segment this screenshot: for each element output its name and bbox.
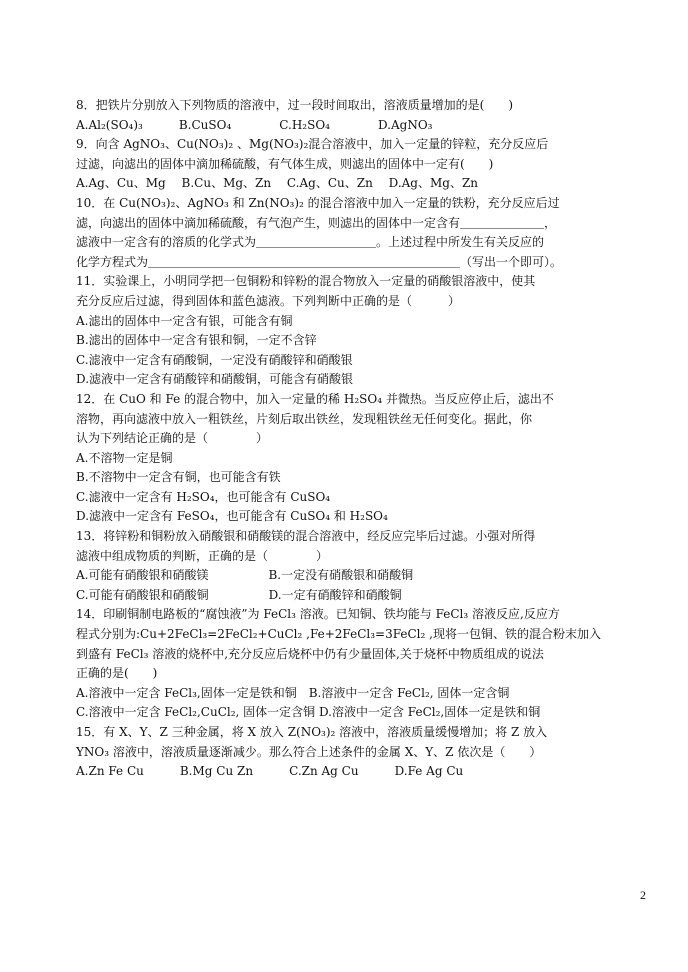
q14-options-ab: A.溶液中一定含 FeCl₃,固体一定是铁和铜 B.溶液中一定含 FeCl₂, 固体一定含铜 [76, 685, 510, 700]
q14-stem-line2: 程式分别为:Cu+2FeCl₃=2FeCl₂+CuCl₂ ,Fe+2FeCl₃=3FeCl₂ ,现将一包铜、铁的混合粉末加入 [76, 627, 601, 642]
q11-option-c: C.滤液中一定含有硝酸铜，一定没有硝酸锌和硝酸银 [76, 352, 353, 367]
q11-option-d: D.滤液中一定含有硝酸锌和硝酸铜，可能含有硝酸银 [76, 372, 354, 387]
q9-stem-line2: 过滤，向滤出的固体中滴加稀硫酸，有气体生成，则滤出的固体中一定有( ) [76, 156, 494, 171]
q12-option-b: B.不溶物中一定含有铜，也可能含有铁 [76, 470, 281, 485]
q12-option-c: C.滤液中一定含有 H₂SO₄，也可能含有 CuSO₄ [76, 489, 331, 504]
q11-stem-line2: 充分反应后过滤，得到固体和蓝色滤液。下列判断中正确的是（ ） [76, 293, 461, 308]
q9-stem-line1: 9．向含 AgNO₃、Cu(NO₃)₂ 、Mg(NO₃)₂混合溶液中，加入一定量的锌粒，充分反应后 [76, 137, 549, 152]
q12-stem-line1: 12．在 CuO 和 Fe 的混合物中，加入一定量的稀 H₂SO₄ 并微热。当反应停止后，滤出不 [76, 391, 554, 406]
q15-stem-line1: 15．有 X、Y、Z 三种金属，将 X 放入 Z(NO₃)₂ 溶液中，溶液质量缓慢增加；将 Z 放入 [76, 725, 548, 739]
q14-stem-line4: 正确的是( ) [76, 666, 158, 681]
q13-stem-line1: 13．将锌粉和铜粉放入硝酸银和硝酸镁的混合溶液中，经反应完毕后过滤。小强对所得 [76, 529, 536, 544]
q13-options-cd: C.可能有硝酸银和硝酸铜 D.一定有硝酸锌和硝酸铜 [76, 587, 402, 602]
q12-option-d: D.滤液中一定含有 FeSO₄，也可能含有 CuSO₄ 和 H₂SO₄ [76, 509, 388, 524]
q10-stem-line2: 滤，向滤出的固体中滴加稀硫酸，有气泡产生，则滤出的固体中一定含有＿＿＿＿＿＿＿， [76, 215, 557, 230]
q11-option-a: A.滤出的固体中一定含有银，可能含有铜 [76, 313, 293, 328]
q11-option-b: B.滤出的固体中一定含有银和铜，一定不含锌 [76, 333, 317, 348]
q11-stem-line1: 11．实验课上，小明同学把一包铜粉和锌粉的混合物放入一定量的硝酸银溶液中，使其 [76, 274, 536, 289]
q12-stem-line2: 溶物，再向滤液中放入一粗铁丝，片刻后取出铁丝，发现粗铁丝无任何变化。据此，你 [76, 411, 533, 426]
q8-options: A.Al₂(SO₄)₃ B.CuSO₄ C.H₂SO₄ D.AgNO₃ [76, 117, 433, 132]
q14-stem-line1: 14．印刷铜制电路板的“腐蚀液”为 FeCl₃ 溶液。已知铜、铁均能与 FeCl₃ 溶液反应,反应方 [76, 607, 560, 622]
q10-stem-line4: 化学方程式为＿＿＿＿＿＿＿＿＿＿＿＿＿＿＿＿＿＿＿＿＿＿＿＿＿＿（写出一个即可）。 [76, 254, 563, 269]
q9-options: A.Ag、Cu、Mg B.Cu、Mg、Zn C.Ag、Cu、Zn D.Ag、Mg、Zn [76, 176, 479, 191]
q14-stem-line3: 到盛有 FeCl₃ 溶液的烧杯中,充分反应后烧杯中仍有少量固体,关于烧杯中物质组成的说法 [76, 646, 544, 661]
q13-stem-line2: 滤液中组成物质的判断，正确的是（ ） [76, 548, 329, 563]
q10-stem-line3: 滤液中一定含有的溶质的化学式为＿＿＿＿＿＿＿＿＿＿。上述过程中所发生有关反应的 [76, 235, 545, 250]
q12-stem-line3: 认为下列结论正确的是（ ） [76, 431, 269, 446]
q13-options-ab: A.可能有硝酸银和硝酸镁 B.一定没有硝酸银和硝酸铜 [76, 568, 414, 583]
q12-option-a: A.不溶物一定是铜 [76, 450, 173, 465]
q10-stem-line1: 10．在 Cu(NO₃)₂、AgNO₃ 和 Zn(NO₃)₂ 的混合溶液中加入一定量的铁粉，充分反应后过 [76, 195, 560, 210]
q8-stem: 8．把铁片分别放入下列物质的溶液中，过一段时间取出，溶液质量增加的是( ) [76, 98, 514, 112]
page-number: 2 [640, 888, 646, 902]
q14-options-cd: C.溶液中一定含 FeCl₂,CuCl₂, 固体一定含铜 D.溶液中一定含 FeCl₂,固体一定是铁和铜 [76, 705, 541, 720]
document-body [76, 96, 616, 782]
q15-stem-line2: YNO₃ 溶液中，溶液质量逐渐减少。那么符合上述条件的金属 X、Y、Z 依次是（ ） [76, 744, 542, 759]
q15-options: A.Zn Fe Cu B.Mg Cu Zn C.Zn Ag Cu D.Fe Ag Cu [76, 764, 464, 779]
